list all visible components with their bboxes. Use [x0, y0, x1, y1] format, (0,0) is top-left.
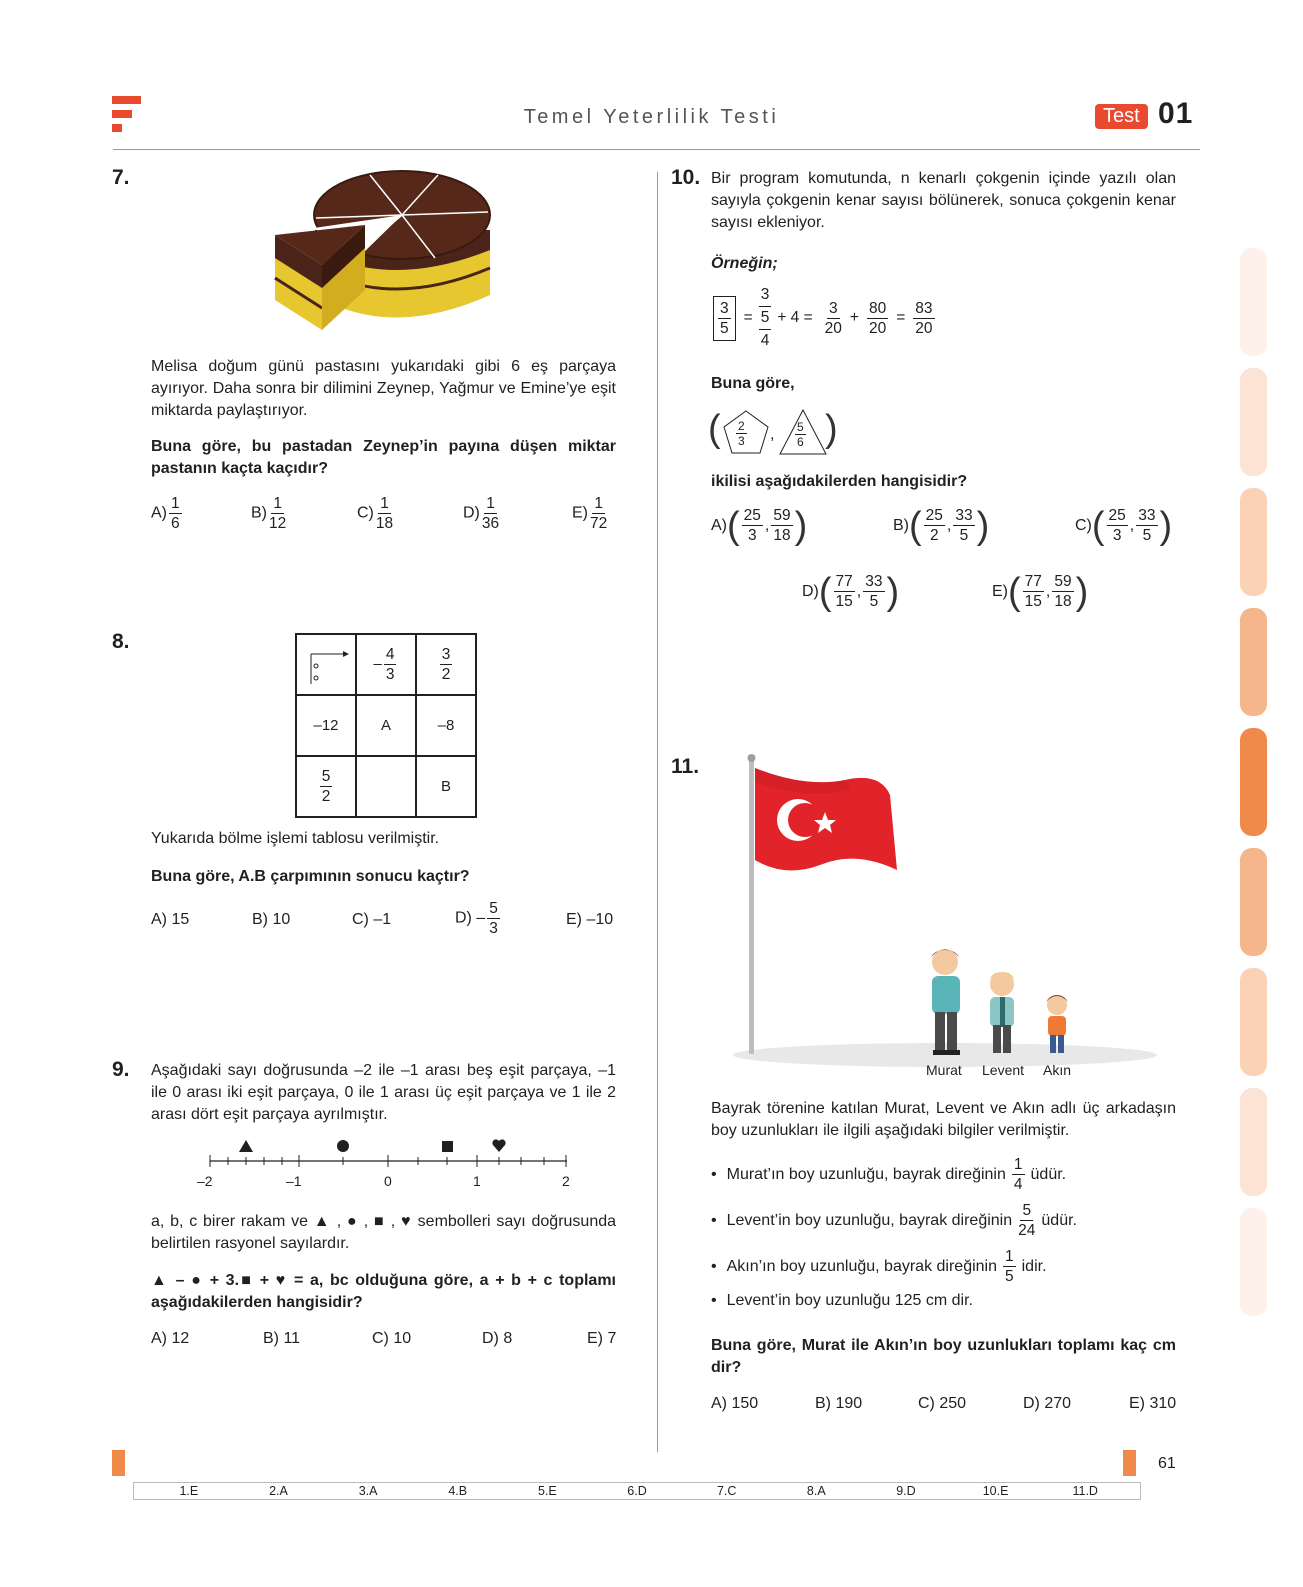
side-tab: [1240, 968, 1267, 1076]
murat-figure: [931, 949, 960, 1055]
table-cell: $\frac{5}{2}$: [296, 756, 356, 817]
q7-option-d[interactable]: D) $\frac{1}{36}$: [463, 495, 500, 532]
triangle-marker-icon: [239, 1140, 253, 1152]
q8-option-d[interactable]: D) – $\frac{5}{3}$: [455, 900, 498, 937]
info-bullet: • Akın’ın boy uzunluğu, bayrak direğinin $\frac{1}{5}$ idir.: [711, 1248, 1047, 1285]
example-formula: $\frac{3}{5}$ = 3 5 4 + 4 = $\frac{3}{20}$ + $\frac{80}{20}$ = $\frac{83}{20}$: [711, 284, 943, 352]
axis-label: –2: [197, 1173, 213, 1189]
footer-marker-right: [1123, 1450, 1136, 1476]
q8-option-a[interactable]: A) 15: [151, 911, 190, 928]
table-cell: [356, 756, 416, 817]
triangle-icon: ▲: [151, 1272, 170, 1289]
levent-figure: [989, 972, 1015, 1053]
info-bullet: • Levent’in boy uzunluğu, bayrak direğinin $\frac{5}{24}$ üdür.: [711, 1202, 1077, 1239]
side-tab: [1240, 1088, 1267, 1196]
question-11-text: Bayrak törenine katılan Murat, Levent ve Akın adlı üç arkadaşın boy uzunlukları ile ilgili aşağıdaki bilgiler verilmiştir.: [711, 1100, 1176, 1139]
akin-figure: [1046, 995, 1068, 1053]
q11-option-c[interactable]: C) 250: [918, 1395, 967, 1412]
side-tab: [1240, 488, 1267, 596]
circle-icon: ●: [346, 1213, 358, 1230]
answer-key-item: 10.E: [982, 1484, 1009, 1498]
q7-option-b[interactable]: B) $\frac{1}{12}$: [251, 495, 287, 532]
axis-label: 1: [473, 1173, 481, 1189]
name-label-levent: Levent: [982, 1062, 1025, 1078]
question-8-text: Yukarıda bölme işlemi tablosu verilmiştir.: [151, 830, 440, 847]
question-7-question: Buna göre, bu pastadan Zeynep’in payına düşen miktar pastanın kaçta kaçıdır?: [151, 438, 616, 477]
q10-option-b[interactable]: B) ( $\frac{25}{2}$ , $\frac{33}{5}$ ): [893, 504, 990, 547]
table-cell: –12: [296, 695, 356, 756]
name-label-murat: Murat: [926, 1062, 962, 1078]
answer-key-item: 11.D: [1072, 1484, 1098, 1498]
axis-label: –1: [286, 1173, 302, 1189]
side-tab-active: [1240, 728, 1267, 836]
footer-marker-left: [112, 1450, 125, 1476]
answer-key-item: 1.E: [179, 1484, 199, 1498]
division-operator-cell: [296, 634, 356, 695]
q10-option-e[interactable]: E) ( $\frac{77}{15}$ , $\frac{59}{18}$ ): [992, 570, 1089, 613]
question-9-text: Aşağıdaki sayı doğrusunda –2 ile –1 arası beş eşit parçaya, –1 ile 0 arası iki eşit parçaya, 0 ile 1 arası üç eşit parçaya ve 1 ile 2 arası dört eşit parçaya ayrılmıştır.: [151, 1062, 616, 1123]
heart-marker-icon: [492, 1139, 505, 1152]
page-number: 61: [1158, 1455, 1176, 1472]
q10-option-d[interactable]: D) ( $\frac{77}{15}$ , $\frac{33}{5}$ ): [802, 570, 900, 613]
question-11-number: 11.: [671, 755, 700, 778]
heart-icon: ♥: [401, 1213, 412, 1230]
answer-key-item: 6.D: [627, 1484, 647, 1498]
question-7-text: Melisa doğum günü pastasını yukarıdaki gibi 6 eş parçaya ayırıyor. Daha sonra bir dilimini Zeynep, Yağmur ve Emine’ye eşit miktarda paylaştırıyor.: [151, 358, 616, 419]
answer-key-item: 9.D: [896, 1484, 916, 1498]
q9-option-b[interactable]: B) 11: [263, 1330, 301, 1347]
question-9-question: ▲ – ● + 3.■ + ♥ = a, bc olduğuna göre, a + b + c toplamı aşağıdakilerden hangisidir?: [151, 1272, 616, 1311]
name-label-akin: Akın: [1043, 1062, 1072, 1078]
side-tab: [1240, 248, 1267, 356]
info-bullet: • Levent’in boy uzunluğu 125 cm dir.: [711, 1292, 973, 1309]
q9-option-d[interactable]: D) 8: [482, 1330, 513, 1347]
side-tab: [1240, 848, 1267, 956]
answer-key-item: 7.C: [716, 1484, 737, 1498]
polygon-pair: ( $\frac{2}{3}$ , $\frac{5}{6}$ ): [708, 406, 838, 458]
test-badge: Test: [1095, 104, 1148, 129]
q7-option-c[interactable]: C) $\frac{1}{18}$: [357, 495, 394, 532]
division-table: [295, 633, 477, 818]
axis-label: 2: [562, 1173, 570, 1189]
cake-illustration: [270, 170, 500, 340]
answer-key-item: 2.A: [269, 1484, 288, 1498]
example-label: Örneğin;: [711, 255, 778, 272]
page-title: Temel Yeterlilik Testi: [523, 106, 780, 128]
q8-option-c[interactable]: C) –1: [352, 911, 392, 928]
question-10-text: Bir program komutunda, n kenarlı çokgenin içinde yazılı olan sayıyla çokgenin kenar sayısı bölünerek, sonuca çokgenin kenar sayısı ekleniyor.: [711, 170, 1176, 231]
division-symbol-icon: [301, 639, 351, 689]
square-box-icon: $\frac{3}{5}$: [713, 296, 736, 341]
q11-option-a[interactable]: A) 150: [711, 1395, 759, 1412]
table-cell: –8: [416, 695, 476, 756]
table-cell: B: [416, 756, 476, 817]
answer-key-item: 3.A: [358, 1484, 378, 1498]
table-cell: $\frac{3}{2}$: [416, 634, 476, 695]
question-10-number: 10.: [671, 166, 701, 189]
question-11-question: Buna göre, Murat ile Akın’ın boy uzunlukları toplamı kaç cm dir?: [711, 1337, 1176, 1376]
table-cell: – $\frac{4}{3}$: [356, 634, 416, 695]
question-7-number: 7.: [112, 166, 130, 189]
table-cell: A: [356, 695, 416, 756]
square-icon: ■: [374, 1213, 386, 1230]
triangle-icon: ▲: [313, 1213, 331, 1230]
q11-option-d[interactable]: D) 270: [1023, 1395, 1072, 1412]
circle-marker-icon: [337, 1140, 349, 1152]
question-8-question: Buna göre, A.B çarpımının sonucu kaçtır?: [151, 868, 470, 885]
answer-key: [133, 1482, 1141, 1500]
square-marker-icon: [442, 1141, 453, 1152]
q9-option-e[interactable]: E) 7: [587, 1330, 617, 1347]
question-9-number: 9.: [112, 1058, 130, 1081]
flag-scene-illustration: [725, 750, 1165, 1070]
answer-key-item: 5.E: [538, 1484, 557, 1498]
question-8-number: 8.: [112, 630, 130, 653]
answer-key-item: 8.A: [806, 1484, 826, 1498]
q9-option-c[interactable]: C) 10: [372, 1330, 412, 1347]
header-divider: [113, 149, 1200, 150]
q10-option-c[interactable]: C) ( $\frac{25}{3}$ , $\frac{33}{5}$ ): [1075, 504, 1173, 547]
q8-option-b[interactable]: B) 10: [252, 911, 291, 928]
question-10-question: ikilisi aşağıdakilerden hangisidir?: [711, 473, 968, 490]
q9-option-a[interactable]: A) 12: [151, 1330, 190, 1347]
q8-option-e[interactable]: E) –10: [566, 911, 614, 928]
side-tab: [1240, 1208, 1267, 1316]
q11-option-e[interactable]: E) 310: [1129, 1395, 1177, 1412]
side-tab: [1240, 368, 1267, 476]
q10-option-a[interactable]: A) ( $\frac{25}{3}$ , $\frac{59}{18}$ ): [711, 504, 808, 547]
axis-label: 0: [384, 1173, 392, 1189]
column-divider: [657, 172, 658, 1452]
q7-option-a[interactable]: A) $\frac{1}{6}$: [151, 495, 180, 532]
info-bullet: • Murat’ın boy uzunluğu, bayrak direğinin $\frac{1}{4}$ üdür.: [711, 1156, 1067, 1193]
side-tab: [1240, 608, 1267, 716]
q11-option-b[interactable]: B) 190: [815, 1395, 863, 1412]
q7-option-e[interactable]: E) $\frac{1}{72}$: [572, 495, 608, 532]
answer-key-item: 4.B: [448, 1484, 468, 1498]
buna-gore-label: Buna göre,: [711, 375, 795, 392]
question-9-symbols-text: a, b, c birer rakam ve ▲ , ● , ■ , ♥ sembolleri sayı doğrusunda belirtilen rasyonel sayılardır.: [151, 1213, 617, 1252]
test-number: 01: [1158, 97, 1194, 130]
